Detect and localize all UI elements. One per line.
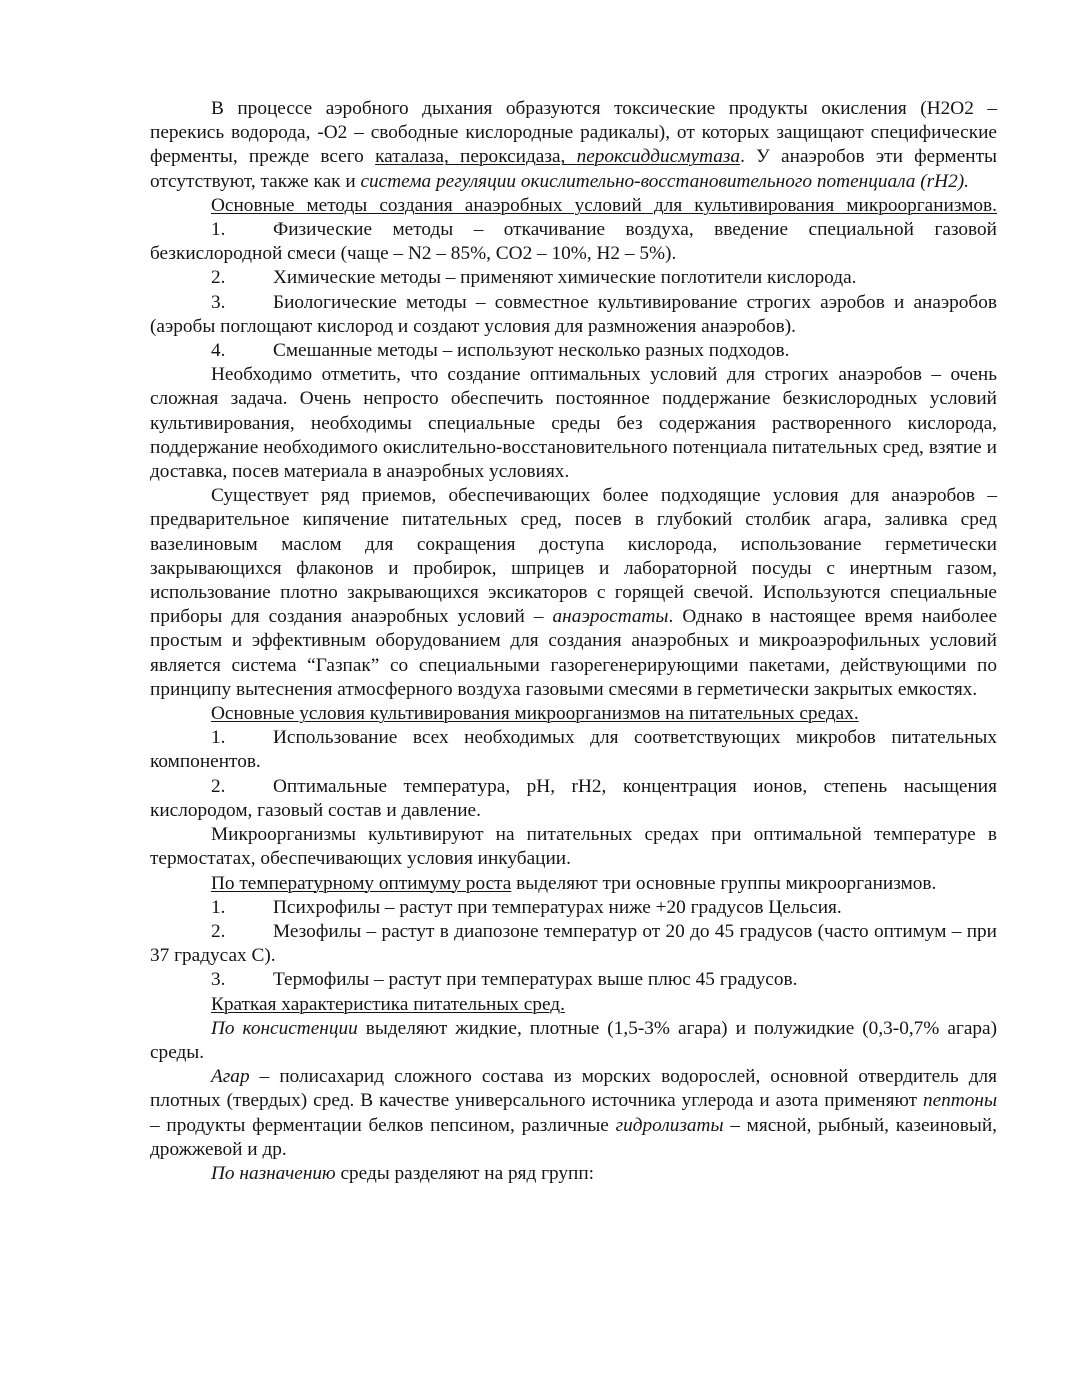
list-item-text: Психрофилы – растут при температурах ниже +20 градусов Цельсия. <box>273 896 842 918</box>
italic-term: По консистенции <box>211 1017 358 1039</box>
list-item-group-2 <box>150 920 997 968</box>
heading-text: Основные условия культивирования микроорганизмов на питательных средах. <box>211 703 859 725</box>
list-item-text: Мезофилы – растут в диапозоне температур от 20 до 45 градусов (часто оптимум – при 37 градусах С). <box>150 920 997 967</box>
list-item-group-1 <box>150 896 997 920</box>
list-number: 1. <box>211 219 226 241</box>
list-item-method-2 <box>150 266 997 290</box>
list-item-text: Термофилы – растут при температурах выше плюс 45 градусов. <box>273 969 798 991</box>
list-number: 2. <box>211 775 226 797</box>
underlined-italic-enzyme: пероксиддисмутаза <box>576 146 741 168</box>
list-item-text: Оптимальные температура, рН, rH2, концентрация ионов, степень насыщения кислородом, газовый состав и давление. <box>150 775 997 821</box>
paragraph-aerobic-respiration <box>150 97 997 194</box>
heading-text: Основные методы создания анаэробных условий для культивирования микроорганизмов. <box>211 194 997 216</box>
italic-term: гидролизаты <box>615 1114 724 1136</box>
italic-term: Агар <box>211 1066 250 1088</box>
list-item-text: Биологические методы – совместное культивирование строгих аэробов и анаэробов (аэробы поглощают кислород и создают условия для размножения анаэробов). <box>150 291 997 337</box>
italic-term: По назначению <box>211 1162 336 1184</box>
list-item-text: Физические методы – откачивание воздуха, введение специальной газовой безкислородной смеси (чаще – N2 – 85%, CO2 – 10%, H2 – 5%). <box>150 219 997 265</box>
list-item-text: Химические методы – применяют химические поглотители кислорода. <box>273 267 857 289</box>
heading-text: Краткая характеристика питательных сред. <box>211 993 565 1015</box>
list-item-method-3 <box>150 291 997 339</box>
text-span: выделяют жидкие, плотные (1,5-3% агара) и полужидкие (0,3-0,7% агара) среды. <box>150 1017 997 1063</box>
paragraph-purpose <box>150 1162 997 1186</box>
text-span: – продукты ферментации белков пепсином, различные <box>150 1114 616 1136</box>
list-number: 2. <box>211 920 226 942</box>
paragraph-optimal-conditions: Необходимо отметить, что создание оптимальных условий для строгих анаэробов – очень сложная задача. Очень непросто обеспечить постоянное поддержание безкислородных условий культивирования, необходимы специальные среды без содержания растворенного кислорода, поддержание необходимого окислительно-восстановительного потенциала питательных сред, взятие и доставка, посев материала в анаэробных условиях. <box>150 364 997 483</box>
paragraph-temperature-groups <box>150 872 997 896</box>
list-number: 3. <box>211 969 226 991</box>
paragraph-agar <box>150 1065 997 1162</box>
text-span: выделяют три основные группы микроорганизмов. <box>511 872 937 894</box>
list-item-text: Смешанные методы – используют несколько разных подходов. <box>273 340 790 362</box>
list-number: 4. <box>211 340 226 362</box>
paragraph-techniques <box>150 484 997 702</box>
paragraph-incubation: Микроорганизмы культивируют на питательных средах при оптимальной температуре в термостатах, обеспечивающих условия инкубации. <box>150 824 997 870</box>
text-span: – полисахарид сложного состава из морских водорослей, основной отвердитель для плотных (твердых) сред. В качестве универсального источника углерода и азота применяют <box>150 1066 997 1112</box>
text-span: среды разделяют на ряд групп: <box>335 1162 595 1184</box>
text-span: В процессе аэробного дыхания образуются токсические продукты окисления (Н2О2 – перекись водорода, -О2 – свободные кислородные радикалы), от которых защищают специфические ферменты, прежде всего <box>150 98 997 168</box>
italic-term: пептоны <box>922 1090 997 1112</box>
italic-term: система регуляции окислительно-восстановительного потенциала (rH2). <box>360 170 969 192</box>
list-number: 1. <box>211 896 226 918</box>
text-span: . У анаэробов эти ферменты отсутствуют, также как и <box>150 146 997 192</box>
underlined-phrase: По температурному оптимуму роста <box>211 872 512 894</box>
paragraph-consistency <box>150 1017 997 1065</box>
list-item-method-4 <box>150 339 997 363</box>
list-number: 3. <box>211 291 226 313</box>
text-span: – мясной, рыбный, казеиновый, дрожжевой и др. <box>150 1114 997 1160</box>
heading-media-characteristics <box>150 993 997 1017</box>
list-item-group-3 <box>150 968 997 992</box>
italic-term: анаэростаты <box>552 606 669 628</box>
list-number: 2. <box>211 267 226 289</box>
underlined-enzymes: каталаза, пероксидаза, <box>375 146 577 168</box>
list-item-condition-2 <box>150 775 997 823</box>
heading-cultivation-conditions <box>150 702 997 726</box>
text-span: . Однако в настоящее время наиболее простым и эффективным оборудованием для создания анаэробных и микроаэрофильных условий является система “Газпак” со специальными газорегенерирующими пакетами, действующими по принципу вытеснения атмосферного воздуха газовыми смесями в герметически закрытых емкостях. <box>150 606 998 700</box>
list-item-condition-1 <box>150 726 997 774</box>
list-number: 1. <box>211 727 226 749</box>
list-item-text: Использование всех необходимых для соответствующих микробов питательных компонентов. <box>150 727 997 773</box>
text-span: Существует ряд приемов, обеспечивающих более подходящие условия для анаэробов – предварительное кипячение питательных сред, посев в глубокий столбик агара, заливка сред вазелиновым маслом для сокращения доступа кислорода, использование герметически закрывающихся флаконов и пробирок, шприцев и лабораторной посуды с инертным газом, использование плотно закрывающихся эксикаторов с горящей свечой. Используются специальные приборы для создания анаэробных условий – <box>150 485 997 628</box>
heading-anaerobic-methods <box>150 194 997 218</box>
list-item-method-1 <box>150 218 997 266</box>
